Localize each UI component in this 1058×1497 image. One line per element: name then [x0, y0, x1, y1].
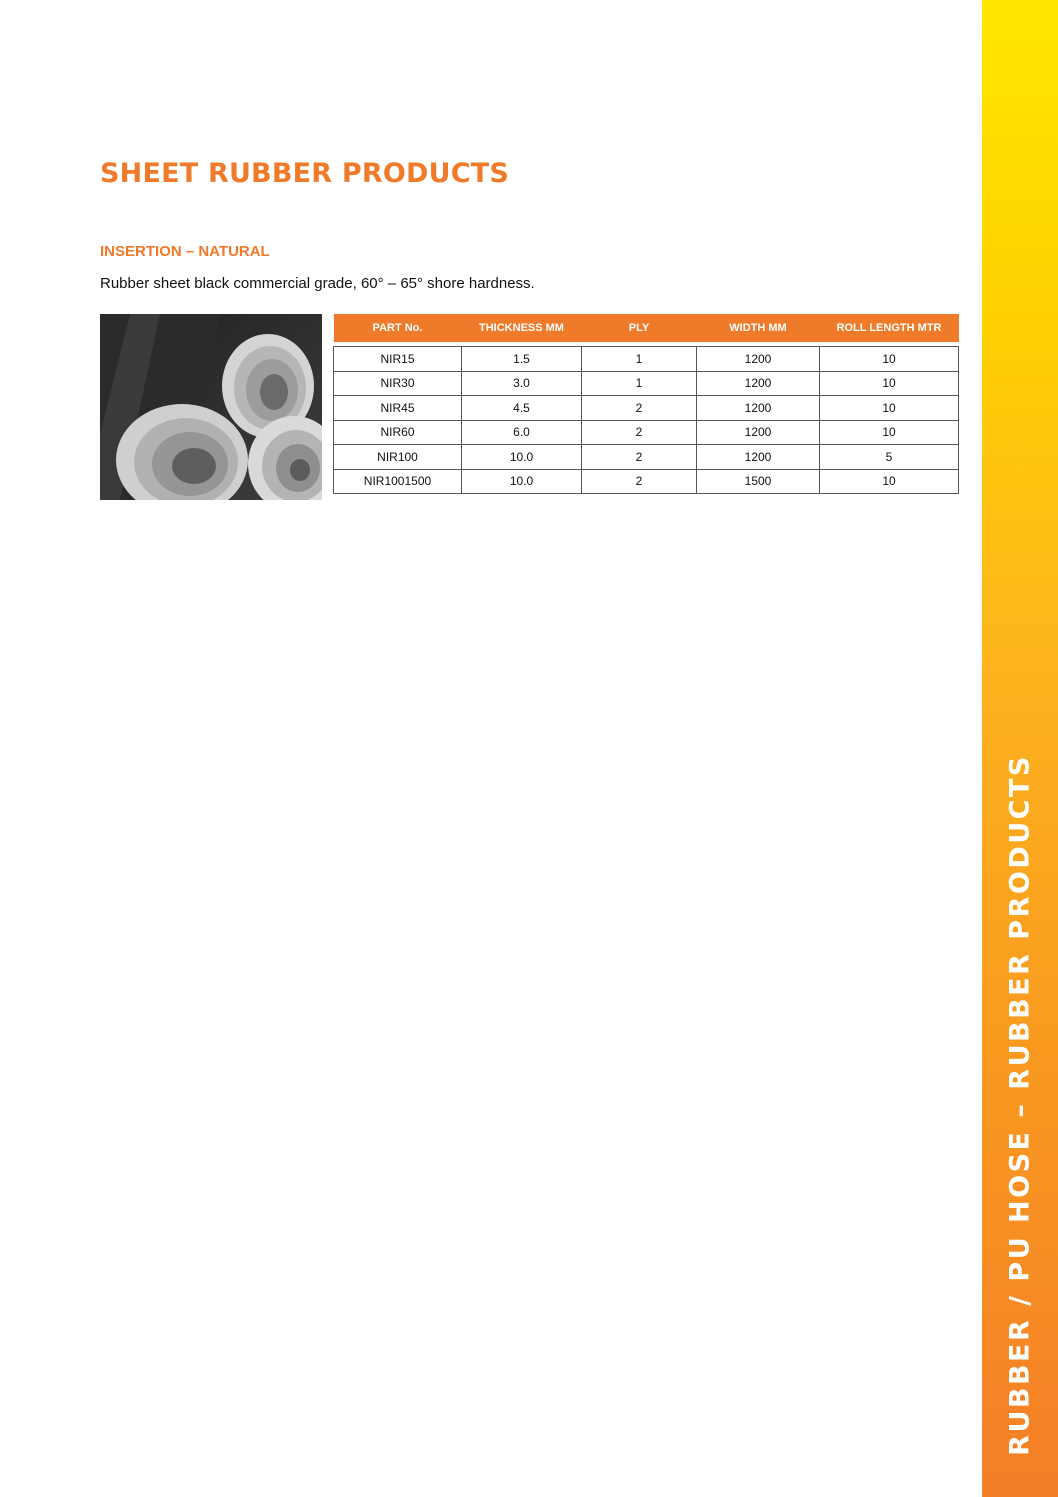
- cell-width: 1200: [697, 445, 820, 470]
- cell-part-no: NIR60: [334, 420, 462, 445]
- cell-ply: 2: [582, 396, 697, 421]
- cell-width: 1200: [697, 420, 820, 445]
- cell-ply: 1: [582, 347, 697, 372]
- cell-width: 1200: [697, 396, 820, 421]
- cell-thickness: 4.5: [462, 396, 582, 421]
- table-header-row: [334, 314, 959, 342]
- header-ply: PLY: [582, 314, 697, 342]
- cell-width: 1200: [697, 347, 820, 372]
- cell-ply: 2: [582, 469, 697, 494]
- cell-width: 1500: [697, 469, 820, 494]
- side-category-label: RUBBER / PU HOSE – RUBBER PRODUCTS: [1004, 754, 1036, 1456]
- section-title: INSERTION – NATURAL: [100, 243, 270, 260]
- header-roll-length: ROLL LENGTH MTR: [820, 314, 959, 342]
- cell-roll-length: 10: [820, 396, 959, 421]
- table-row: [334, 420, 959, 445]
- cell-thickness: 3.0: [462, 371, 582, 396]
- header-thickness: THICKNESS MM: [462, 314, 582, 342]
- specification-table: [333, 314, 959, 494]
- table-row: [334, 396, 959, 421]
- table-row: [334, 371, 959, 396]
- cell-part-no: NIR100: [334, 445, 462, 470]
- cell-roll-length: 5: [820, 445, 959, 470]
- cell-thickness: 10.0: [462, 445, 582, 470]
- cell-roll-length: 10: [820, 347, 959, 372]
- header-width: WIDTH MM: [697, 314, 820, 342]
- cell-ply: 1: [582, 371, 697, 396]
- cell-part-no: NIR30: [334, 371, 462, 396]
- cell-part-no: NIR45: [334, 396, 462, 421]
- cell-part-no: NIR1001500: [334, 469, 462, 494]
- rubber-rolls-illustration: [100, 314, 322, 500]
- cell-thickness: 1.5: [462, 347, 582, 372]
- cell-roll-length: 10: [820, 469, 959, 494]
- cell-part-no: NIR15: [334, 347, 462, 372]
- rubber-rolls-image: [100, 314, 322, 500]
- table-row: [334, 469, 959, 494]
- product-description: Rubber sheet black commercial grade, 60° – 65° shore hardness.: [100, 275, 535, 292]
- cell-roll-length: 10: [820, 420, 959, 445]
- cell-ply: 2: [582, 420, 697, 445]
- cell-roll-length: 10: [820, 371, 959, 396]
- table-row: [334, 445, 959, 470]
- cell-thickness: 10.0: [462, 469, 582, 494]
- cell-width: 1200: [697, 371, 820, 396]
- page-title: SHEET RUBBER PRODUCTS: [100, 158, 510, 189]
- cell-thickness: 6.0: [462, 420, 582, 445]
- cell-ply: 2: [582, 445, 697, 470]
- table-row: [334, 347, 959, 372]
- header-part-no: PART No.: [334, 314, 462, 342]
